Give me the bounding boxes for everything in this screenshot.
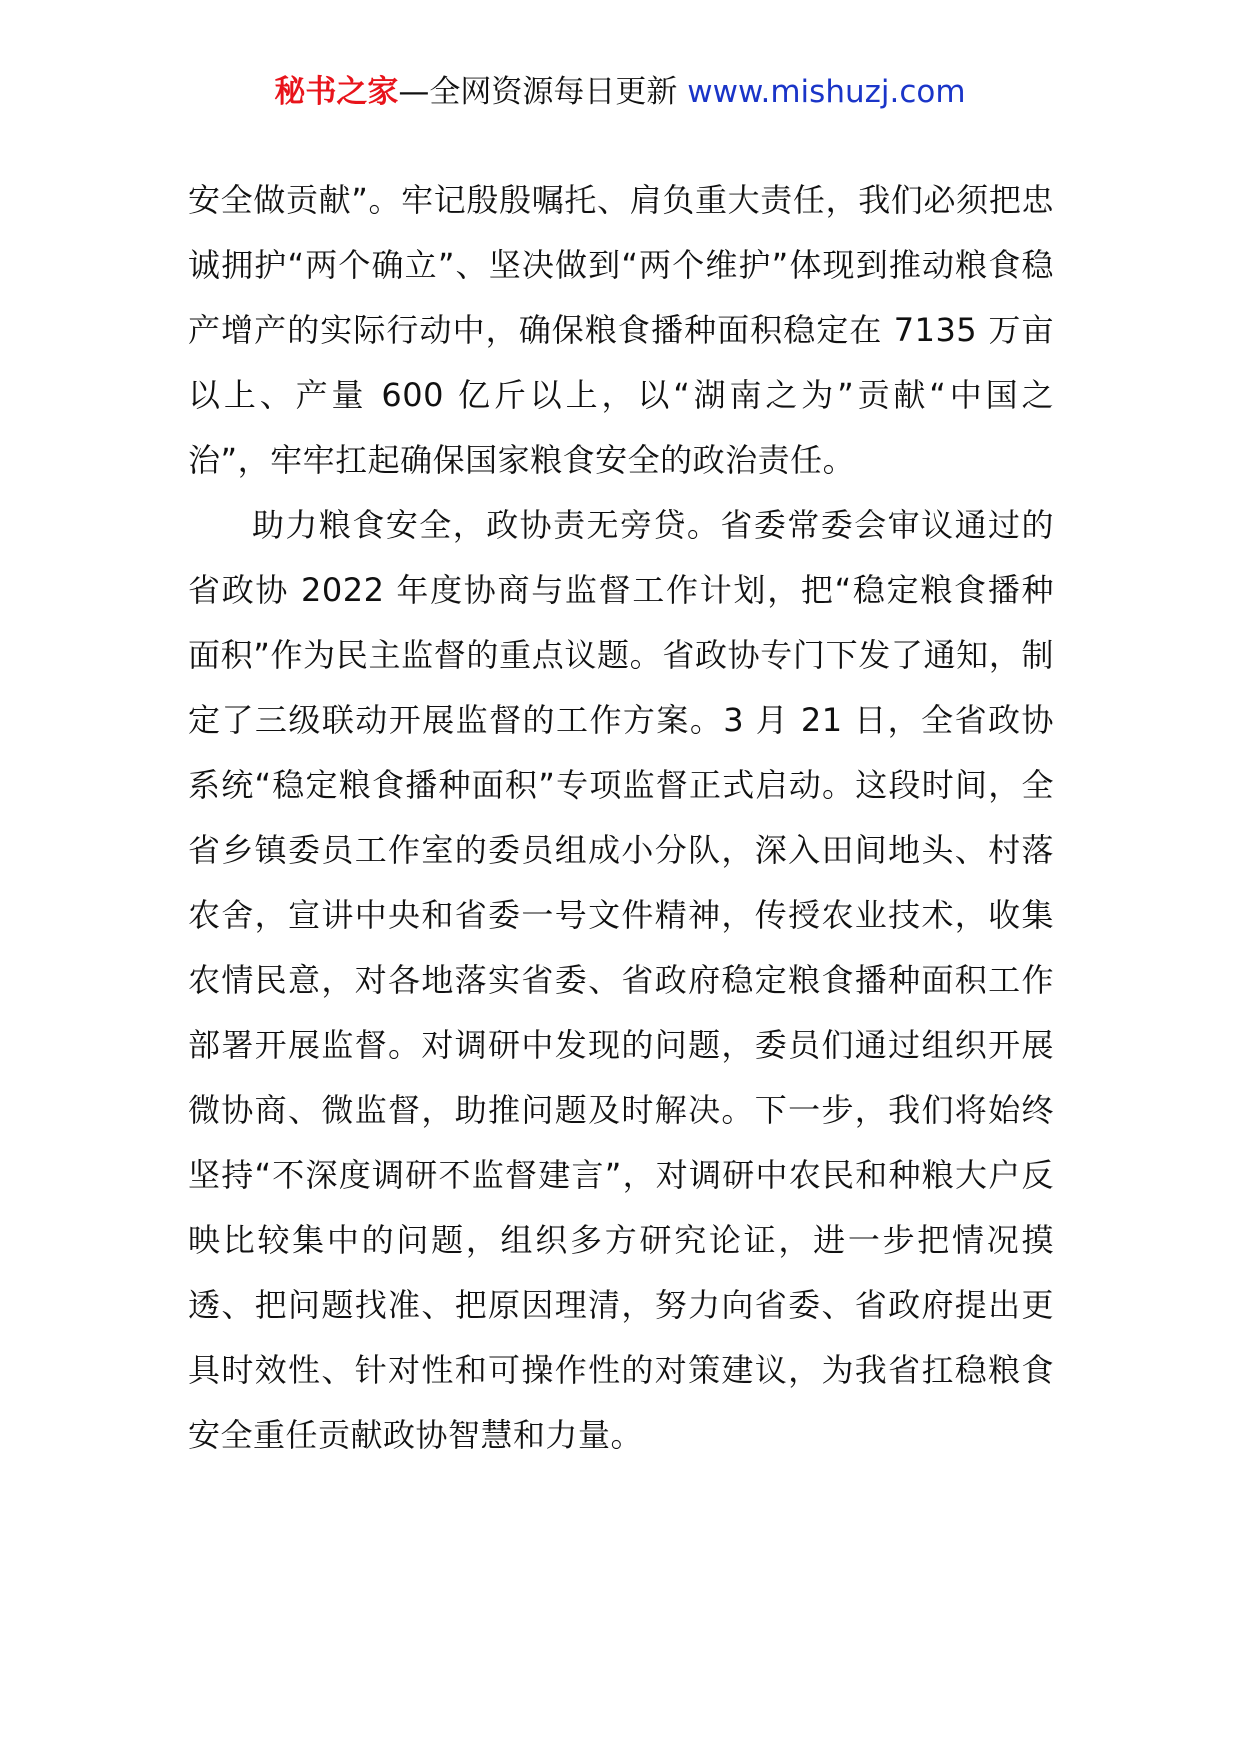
brand-name: 秘书之家 (274, 74, 399, 110)
header-tagline: —全网资源每日更新 (398, 74, 688, 110)
paragraph-continuation: 安全做贡献”。牢记殷殷嘱托、肩负重大责任，我们必须把忠诚拥护“两个确立”、坚决做到“两个维护”体现到推动粮食稳产增产的实际行动中，确保粮食播种面积稳定在 7135 万亩以上、产量 600 亿斤以上，以“湖南之为”贡献“中国之治”，牢牢扛起确保国家粮食安全的政治责任。 (188, 181, 1054, 479)
document-body (188, 168, 1054, 1468)
paragraph-grain-security: 助力粮食安全，政协责无旁贷。省委常委会审议通过的省政协 2022 年度协商与监督工作计划，把“稳定粮食播种面积”作为民主监督的重点议题。省政协专门下发了通知，制定了三级联动开展监督的工作方案。3 月 21 日，全省政协系统“稳定粮食播种面积”专项监督正式启动。这段时间，全省乡镇委员工作室的委员组成小分队，深入田间地头、村落农舍，宣讲中央和省委一号文件精神，传授农业技术，收集农情民意，对各地落实省委、省政府稳定粮食播种面积工作部署开展监督。对调研中发现的问题，委员们通过组织开展微协商、微监督，助推问题及时解决。下一步，我们将始终坚持“不深度调研不监督建言”，对调研中农民和种粮大户反映比较集中的问题，组织多方研究论证，进一步把情况摸透、把问题找准、把原因理清，努力向省委、省政府提出更具时效性、针对性和可操作性的对策建议，为我省扛稳粮食安全重任贡献政协智慧和力量。 (188, 506, 1054, 1454)
page-header (0, 72, 1240, 112)
site-url-link[interactable]: www.mishuzj.com (687, 74, 966, 110)
